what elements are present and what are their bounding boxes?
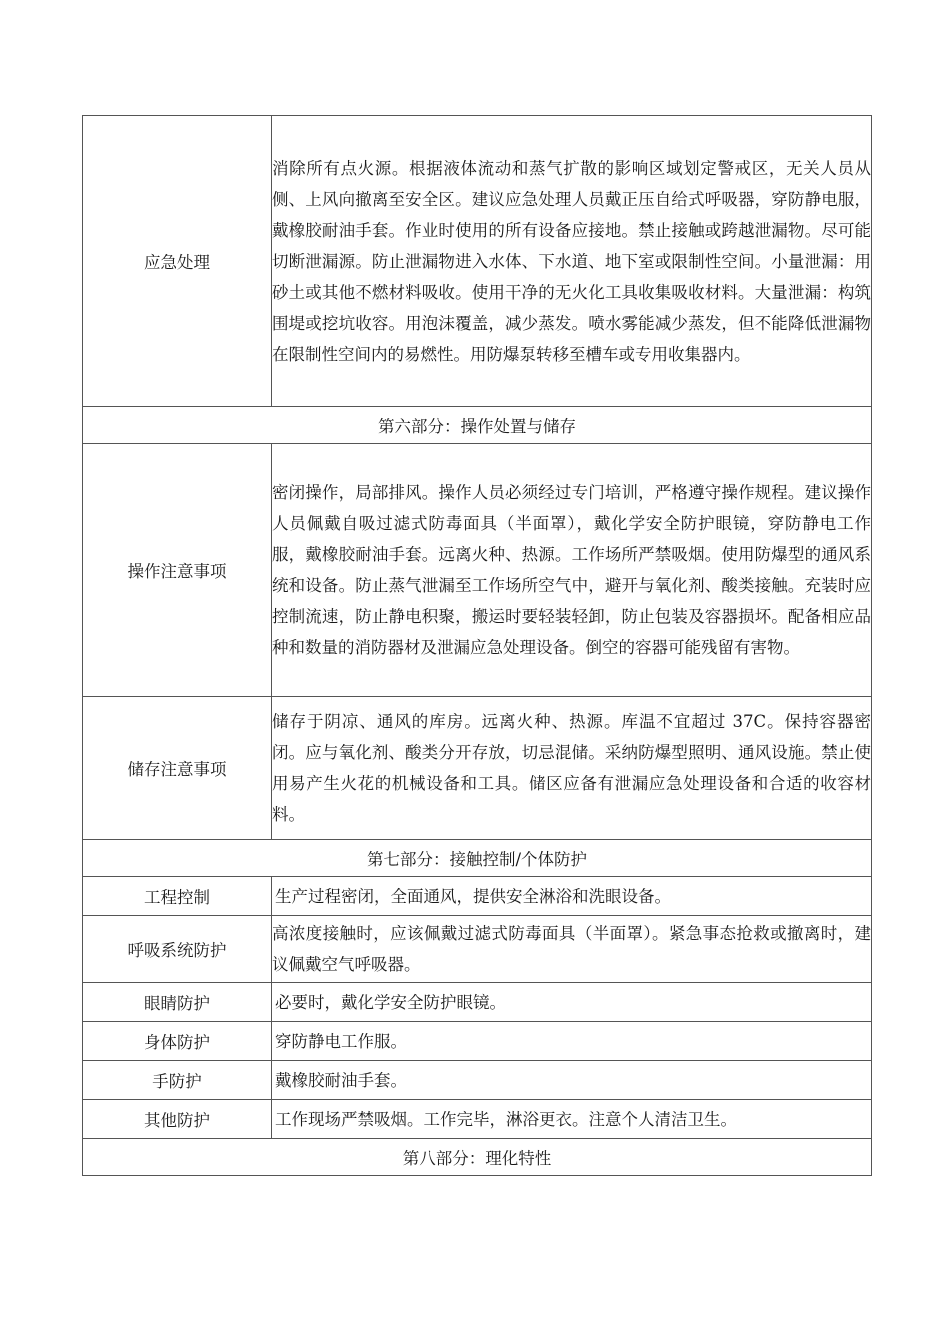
row-label: 身体防护	[83, 1022, 272, 1061]
row-label: 呼吸系统防护	[83, 916, 272, 983]
safety-data-table	[82, 115, 872, 1176]
row-body	[83, 1022, 872, 1061]
row-label: 其他防护	[83, 1100, 272, 1139]
row-content: 工作现场严禁吸烟。工作完毕，淋浴更衣。注意个人清洁卫生。	[272, 1100, 872, 1139]
row-content: 生产过程密闭，全面通风，提供安全淋浴和洗眼设备。	[272, 877, 872, 916]
row-content: 消除所有点火源。根据液体流动和蒸气扩散的影响区域划定警戒区，无关人员从侧、上风向撤离至安全区。建议应急处理人员戴正压自给式呼吸器，穿防静电服，戴橡胶耐油手套。作业时使用的所有设备应接地。禁止接触或跨越泄漏物。尽可能切断泄漏源。防止泄漏物进入水体、下水道、地下室或限制性空间。小量泄漏：用砂土或其他不燃材料吸收。使用干净的无火化工具收集吸收材料。大量泄漏：构筑围堤或挖坑收容。用泡沫覆盖，减少蒸发。喷水雾能减少蒸发，但不能降低泄漏物在限制性空间内的易燃性。用防爆泵转移至槽车或专用收集器内。	[272, 116, 872, 407]
row-other	[83, 1100, 872, 1139]
row-respiratory	[83, 916, 872, 983]
section-title: 第七部分：接触控制/个体防护	[83, 840, 872, 877]
section-header-6	[83, 407, 872, 444]
row-label: 工程控制	[83, 877, 272, 916]
row-label: 手防护	[83, 1061, 272, 1100]
row-label: 眼睛防护	[83, 983, 272, 1022]
section-header-8	[83, 1139, 872, 1176]
row-engineering	[83, 877, 872, 916]
row-label: 应急处理	[83, 116, 272, 407]
row-eye	[83, 983, 872, 1022]
row-emergency	[83, 116, 872, 407]
row-label: 储存注意事项	[83, 697, 272, 840]
row-label: 操作注意事项	[83, 444, 272, 697]
section-title: 第六部分：操作处置与储存	[83, 407, 872, 444]
section-header-7	[83, 840, 872, 877]
row-content: 戴橡胶耐油手套。	[272, 1061, 872, 1100]
row-hand	[83, 1061, 872, 1100]
row-content: 必要时，戴化学安全防护眼镜。	[272, 983, 872, 1022]
row-content: 高浓度接触时，应该佩戴过滤式防毒面具（半面罩）。紧急事态抢救或撤离时，建议佩戴空气呼吸器。	[272, 916, 872, 983]
row-content: 穿防静电工作服。	[272, 1022, 872, 1061]
row-handling	[83, 444, 872, 697]
section-title: 第八部分：理化特性	[83, 1139, 872, 1176]
row-content: 储存于阴凉、通风的库房。远离火种、热源。库温不宜超过 37C。保持容器密闭。应与氧化剂、酸类分开存放，切忌混储。采纳防爆型照明、通风设施。禁止使用易产生火花的机械设备和工具。储区应备有泄漏应急处理设备和合适的收容材料。	[272, 697, 872, 840]
row-storage	[83, 697, 872, 840]
row-content: 密闭操作，局部排风。操作人员必须经过专门培训，严格遵守操作规程。建议操作人员佩戴自吸过滤式防毒面具（半面罩），戴化学安全防护眼镜，穿防静电工作服，戴橡胶耐油手套。远离火种、热源。工作场所严禁吸烟。使用防爆型的通风系统和设备。防止蒸气泄漏至工作场所空气中，避开与氧化剂、酸类接触。充装时应控制流速，防止静电积聚，搬运时要轻装轻卸，防止包装及容器损坏。配备相应品种和数量的消防器材及泄漏应急处理设备。倒空的容器可能残留有害物。	[272, 444, 872, 697]
